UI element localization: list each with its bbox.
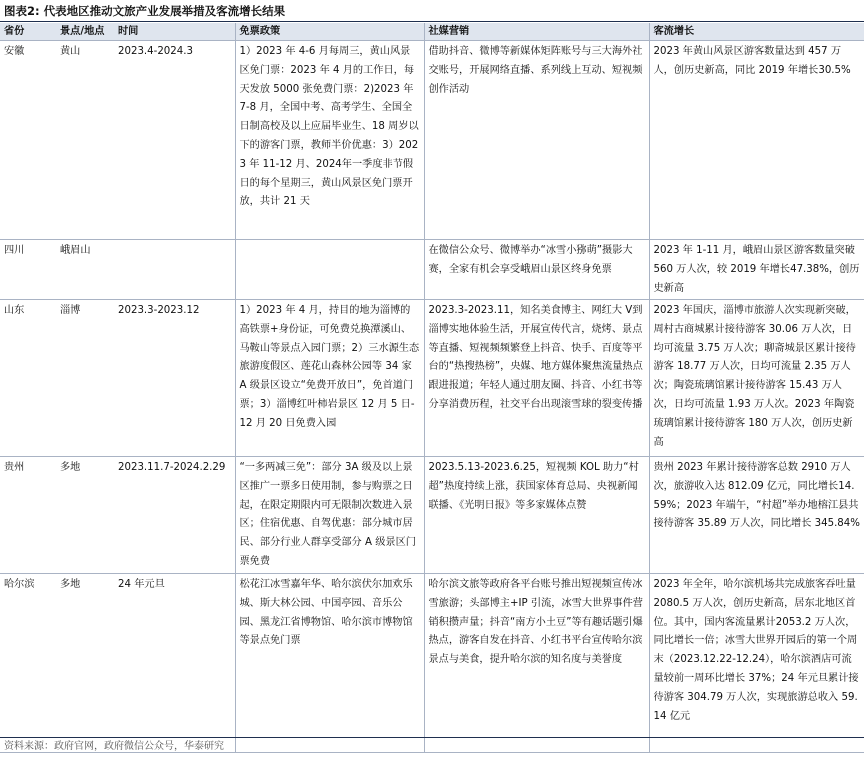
cell-time [114,240,235,300]
cell-social: 2023.5.13-2023.6.25，短视频 KOL 助力“村超”热度持续上涨，获国家体育总局、央视新闻联播、《光明日报》等多家媒体点赞 [424,457,649,574]
cell-growth: 2023 年 1-11 月，峨眉山景区游客数量突破 560 万人次，较 2019 年增长47.38%，创历史新高 [649,240,864,300]
cell-time: 2023.11.7-2024.2.29 [118,462,226,473]
cell-policy [235,240,424,300]
cell-place: 多地 [60,579,81,590]
cell-policy: “一多两减三免”：部分 3A 级及以上景区推广一票多日使用制，参与购票之日起，在限定期限内可无限制次数进入景区；住宿优惠、自驾优惠：部分城市居民、部分行业人群享受部分 A 级景区门票免费 [235,457,424,574]
header-time: 时间 [114,23,235,41]
cell-policy: 1）2023 年 4 月，持目的地为淄博的高铁票+身份证，可免费兑换潭溪山、马鞍山等景点入园门票；2）三水源生态旅游度假区、莲花山森林公园等 34 家 A 级景区设立“免费开放日”，免首道门票；3）淄博红叶柿岩景区 12 月 5 日-12 月 20 日免费入园 [235,300,424,457]
cell-growth: 2023 年黄山风景区游客数量达到 457 万人，创历史新高，同比 2019 年增长30.5% [649,41,864,240]
cell-social: 哈尔滨文旅等政府各平台账号推出短视频宣传冰雪旅游；头部博主+IP 引流，冰雪大世界事件营销积攒声量；抖音“南方小土豆”等有趣话题引爆热点，游客自发在抖音、小红书平台宣传哈尔滨景点与美食，提升哈尔滨的知名度与美誉度 [424,574,649,753]
cell-policy: 1）2023 年 4-6 月每周三，黄山风景区免门票：2023 年 4 月的工作日，每天发放 5000 张免费门票：2)2023 年 7-8 月，全国中考、高考学生、全国全日制高校及以上应届毕业生、18 周岁以下的游客门票，教师半价优惠：3）2023 年 11-12 月、2024年一季度非节假日的每个星期三，黄山风景区免门票开放，共计 21 天 [235,41,424,240]
header-province: 省份 [0,23,56,41]
cell-growth: 2023 年国庆，淄博市旅游人次实现新突破，周村古商城累计接待游客 30.06 万人次，日均可流量 3.75 万人次；聊斋城景区累计接待游客 18.77 万人次，日均可流量 2.35 万人次；陶瓷琉璃馆累计接待游客 15.43 万人次，日均可流量 1.93 万人次。2023 年陶瓷琉璃馆累计接待游客 180 万人次，创历史新高 [649,300,864,457]
cell-time: 2023.3-2023.12 [118,305,200,316]
cell-social: 借助抖音、微博等新媒体矩阵账号与三大海外社交账号，开展网络直播、系列线上互动、短视频创作活动 [424,41,649,240]
cell-province: 安徽 [4,46,25,57]
cell-province: 哈尔滨 [4,579,35,590]
table-row [0,41,864,240]
cell-growth: 2023 年全年，哈尔滨机场共完成旅客吞吐量 2080.5 万人次，创历史新高，居东北地区首位。其中，国内客流量累计2053.2 万人次，同比增长一倍；冰雪大世界开园后的第一个周末（2023.12.22-12.24），哈尔滨酒店可流量较前一周环比增长 37%；24 年元旦累计接待游客 304.79 万人次，实现旅游总收入 59.14 亿元 [649,574,864,753]
cell-time: 24 年元旦 [118,579,165,590]
header-place: 景点/地点 [56,23,114,41]
table-row [0,300,864,457]
table-header-row [0,23,864,41]
table-row [0,574,864,753]
cell-place: 多地 [60,462,81,473]
source-note: 资料来源：政府官网，政府微信公众号，华泰研究 [4,741,224,752]
policy-table [0,23,864,753]
footer-divider [0,737,864,738]
cell-province: 山东 [4,305,25,316]
cell-place: 黄山 [60,46,81,57]
table-row [0,457,864,574]
cell-province: 四川 [4,245,25,256]
cell-province: 贵州 [4,462,25,473]
header-social: 社媒营销 [424,23,649,41]
cell-policy: 松花江冰雪嘉年华、哈尔滨伏尔加欢乐城、斯大林公园、中国亭园、音乐公园、黑龙江省博物馆、哈尔滨市博物馆等景点免门票 [235,574,424,753]
cell-place: 淄博 [60,305,81,316]
cell-social: 在微信公众号、微博举办“冰雪小猕萌”摄影大赛，全家有机会享受峨眉山景区终身免票 [424,240,649,300]
header-growth: 客流增长 [649,23,864,41]
cell-social: 2023.3-2023.11，知名美食博主、网红大 V到淄博实地体验生活，开展宣传代言，烧烤、景点等直播、短视频频繁登上抖音、快手、百度等平台的“热搜热榜”，央媒、地方媒体聚焦流量热点跟进报道；年轻人通过朋友圈、抖音、小红书等分享消费历程，社交平台出现滚雪球的裂变传播 [424,300,649,457]
header-policy: 免票政策 [235,23,424,41]
table-title: 图表2: 代表地区推动文旅产业发展举措及客流增长结果 [4,4,286,18]
cell-place: 峨眉山 [60,245,91,256]
cell-growth: 贵州 2023 年累计接待游客总数 2910 万人次，旅游收入达 812.09 亿元，同比增长14.59%；2023 年端午，“村超”举办地榕江县共接待游客 35.89 万人次，同比增长 345.84% [649,457,864,574]
cell-time: 2023.4-2024.3 [118,46,193,57]
table-row [0,240,864,300]
title-divider [0,21,864,22]
